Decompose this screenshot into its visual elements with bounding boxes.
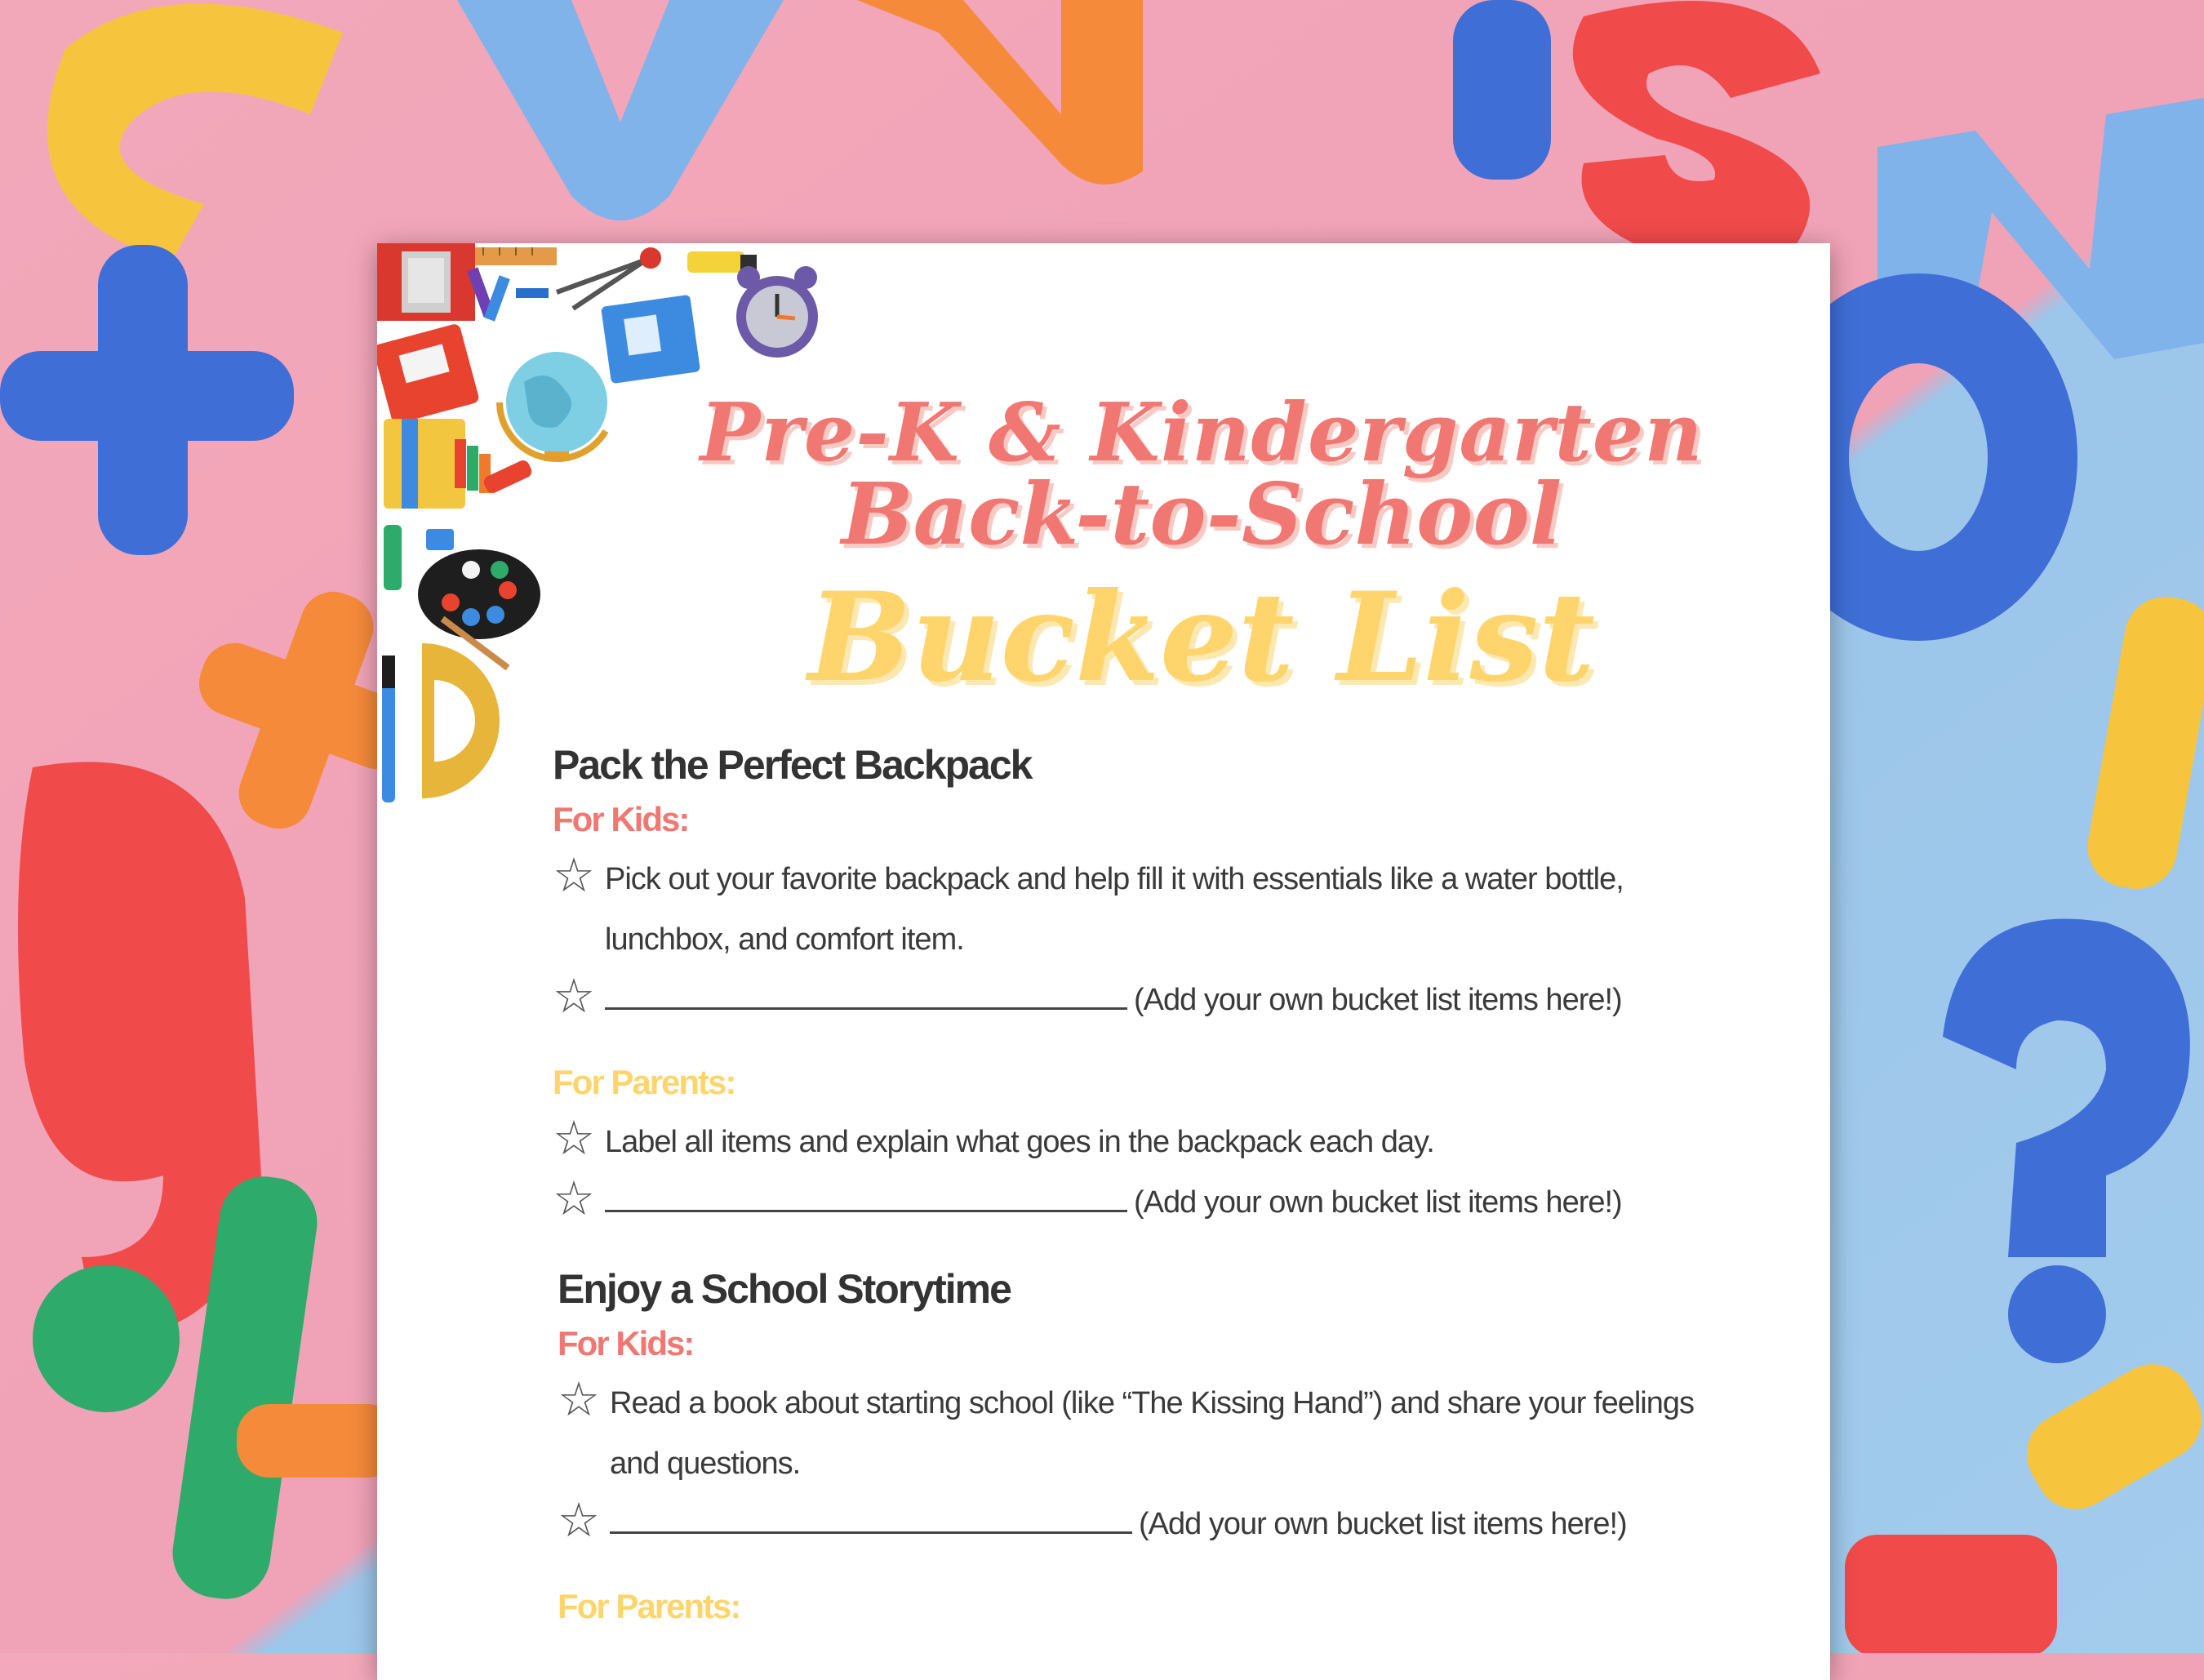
- star-outline-icon: ☆: [558, 1494, 599, 1547]
- title-line-2: Back-to-School: [841, 464, 1562, 564]
- notebook-orange-icon: [377, 322, 480, 424]
- list-item-blank: [558, 1494, 1736, 1554]
- section-backpack: [553, 741, 1736, 1233]
- worksheet-page: [377, 243, 1830, 1680]
- write-in-line[interactable]: [605, 976, 1127, 1010]
- star-outline-icon: ☆: [558, 1373, 599, 1426]
- section-storytime: [558, 1265, 1736, 1626]
- pencils-icon: [467, 267, 549, 321]
- write-in-line[interactable]: [605, 1179, 1127, 1212]
- list-item-blank: [553, 1172, 1736, 1233]
- item-text: Pick out your favorite backpack and help fill it with essentials like a water bottle, lunchbox, and comfort item.: [605, 862, 1624, 957]
- item-text: Label all items and explain what goes in the backpack each day.: [605, 1125, 1434, 1159]
- compass-icon: [557, 250, 659, 309]
- star-outline-icon: ☆: [553, 970, 594, 1023]
- section-heading: Enjoy a School Storytime: [558, 1266, 1011, 1312]
- list-item-blank: [553, 970, 1736, 1030]
- title-line-1: Pre-K & Kindergarten: [700, 386, 1704, 480]
- bucket-list-content: [553, 741, 1736, 1636]
- section-heading: Pack the Perfect Backpack: [553, 742, 1032, 788]
- add-your-own-hint: (Add your own bucket list items here!): [1134, 1185, 1622, 1220]
- star-outline-icon: ☆: [553, 1112, 594, 1165]
- green-marker-icon: [384, 525, 402, 590]
- for-parents-label: For Parents:: [558, 1587, 740, 1625]
- star-outline-icon: ☆: [553, 1172, 594, 1225]
- for-parents-label: For Parents:: [553, 1063, 735, 1101]
- title-line-3: Bucket List: [807, 566, 1596, 709]
- for-kids-label: For Kids:: [553, 800, 689, 838]
- star-outline-icon: ☆: [553, 849, 594, 902]
- write-in-line[interactable]: [610, 1500, 1132, 1534]
- list-item: [558, 1373, 1736, 1494]
- list-item: [553, 1112, 1736, 1172]
- alarm-clock-icon: [736, 266, 818, 358]
- pen-icon: [382, 656, 395, 802]
- add-your-own-hint: (Add your own bucket list items here!): [1134, 983, 1622, 1017]
- notebook-red-icon: [377, 243, 475, 321]
- for-kids-label: For Kids:: [558, 1324, 694, 1362]
- add-your-own-hint: (Add your own bucket list items here!): [1139, 1507, 1627, 1541]
- sharpener-icon: [426, 529, 454, 550]
- book-icon: [601, 295, 700, 384]
- letter-i-blue: [1453, 0, 1551, 180]
- list-item: [553, 849, 1736, 970]
- item-text: Read a book about starting school (like “The Kissing Hand”) and share your feelings and questions.: [610, 1386, 1694, 1481]
